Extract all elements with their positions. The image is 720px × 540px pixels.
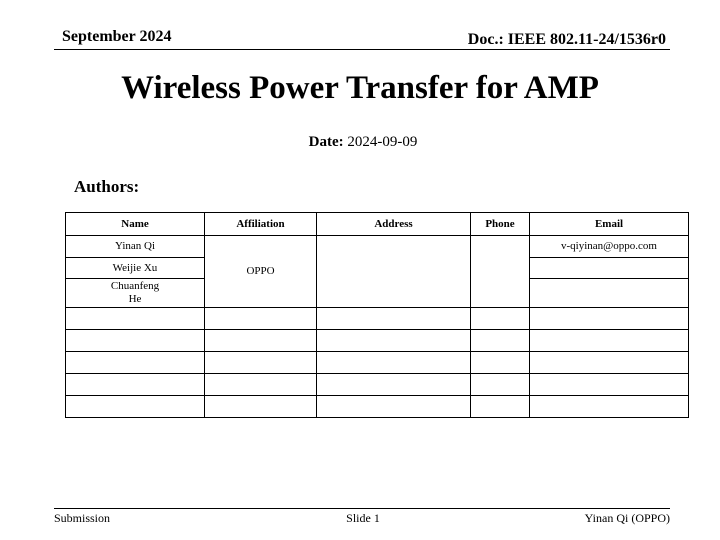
col-header-affiliation: Affiliation — [205, 213, 317, 236]
footer-divider — [54, 508, 670, 509]
empty-cell — [530, 352, 689, 374]
empty-cell — [471, 352, 530, 374]
empty-cell — [530, 396, 689, 418]
col-header-phone: Phone — [471, 213, 530, 236]
author-email: v-qiyinan@oppo.com — [530, 236, 689, 258]
empty-cell — [317, 374, 471, 396]
slide-title: Wireless Power Transfer for AMP — [121, 70, 599, 106]
authors-table — [65, 212, 689, 418]
table-row — [66, 236, 689, 258]
empty-cell — [317, 308, 471, 330]
empty-cell — [530, 330, 689, 352]
author-name-line: He — [128, 293, 142, 305]
empty-cell — [471, 330, 530, 352]
empty-cell — [317, 352, 471, 374]
author-name: Yinan Qi — [66, 236, 205, 258]
header-doc-id: Doc.: IEEE 802.11-24/1536r0 — [467, 31, 666, 48]
table-row — [66, 374, 689, 396]
author-name-line: Chuanfeng — [110, 280, 160, 292]
author-affiliation: OPPO — [205, 236, 317, 308]
empty-cell — [66, 308, 205, 330]
col-header-email: Email — [530, 213, 689, 236]
header-divider — [54, 49, 670, 50]
empty-cell — [66, 396, 205, 418]
empty-cell — [205, 396, 317, 418]
table-row — [66, 352, 689, 374]
footer-author: Yinan Qi (OPPO) — [584, 511, 670, 525]
author-email — [530, 258, 689, 279]
author-phone — [471, 236, 530, 308]
empty-cell — [317, 330, 471, 352]
author-email — [530, 279, 689, 308]
empty-cell — [471, 374, 530, 396]
col-header-address: Address — [317, 213, 471, 236]
table-row — [66, 308, 689, 330]
empty-cell — [66, 374, 205, 396]
date-label: Date: — [308, 134, 344, 150]
empty-cell — [205, 330, 317, 352]
empty-cell — [66, 352, 205, 374]
header-date: September 2024 — [62, 28, 172, 45]
date-line — [0, 134, 720, 151]
table-row — [66, 396, 689, 418]
empty-cell — [205, 374, 317, 396]
date-value: 2024-09-09 — [347, 134, 418, 150]
authors-heading: Authors: — [74, 177, 140, 196]
table-header-row — [66, 213, 689, 236]
empty-cell — [471, 308, 530, 330]
author-name — [66, 279, 205, 308]
empty-cell — [205, 308, 317, 330]
footer-submission: Submission — [54, 511, 111, 525]
author-name: Weijie Xu — [66, 258, 205, 279]
empty-cell — [471, 396, 530, 418]
table-row — [66, 330, 689, 352]
footer-slide-number: Slide 1 — [346, 511, 380, 525]
empty-cell — [205, 352, 317, 374]
col-header-name: Name — [66, 213, 205, 236]
empty-cell — [317, 396, 471, 418]
author-address — [317, 236, 471, 308]
empty-cell — [530, 308, 689, 330]
empty-cell — [530, 374, 689, 396]
empty-cell — [66, 330, 205, 352]
